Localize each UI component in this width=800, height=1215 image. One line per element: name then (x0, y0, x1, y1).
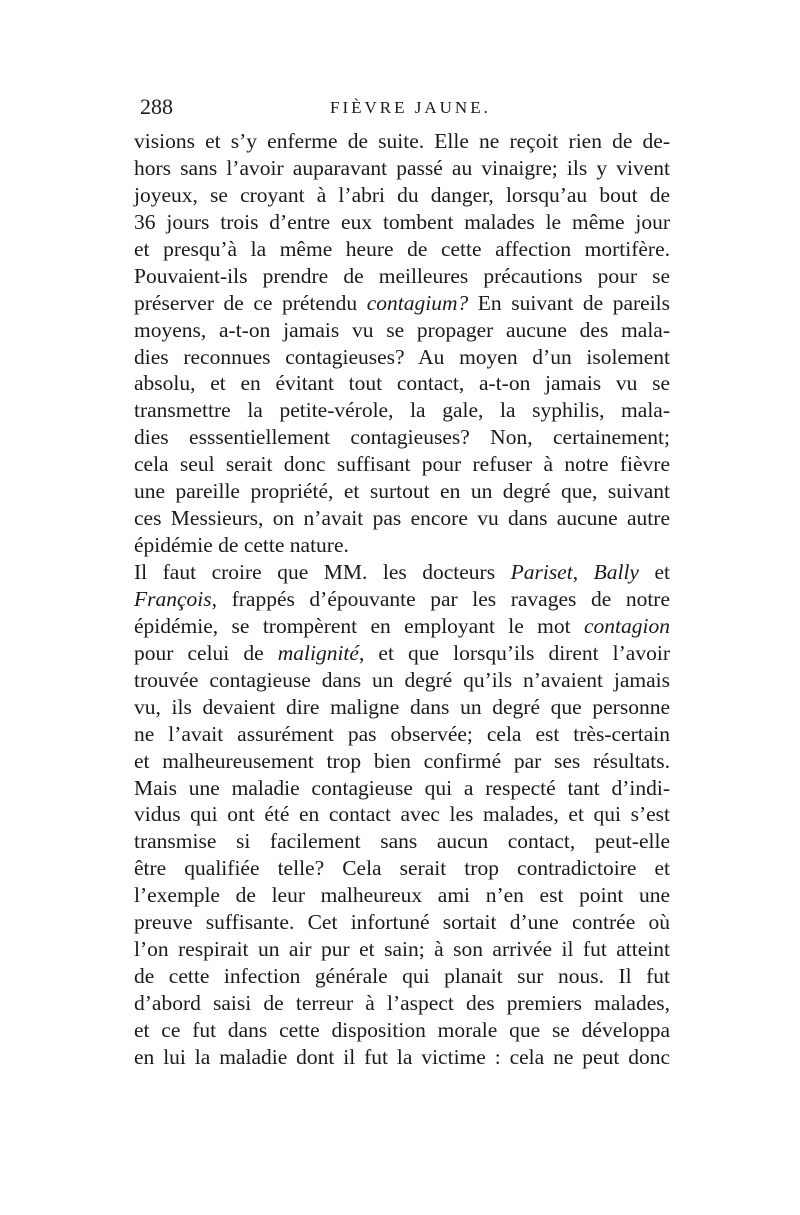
text-line (134, 855, 670, 882)
text-line (134, 478, 670, 505)
text-segment: être qualifiée telle? Cela serait trop contradictoire et (134, 856, 670, 881)
text-segment: 36 jours trois d’entre eux tombent malades le même jour (134, 209, 670, 234)
text-line (134, 505, 670, 532)
text-segment: dies reconnues contagieuses? Au moyen d’un isolement (134, 344, 670, 369)
italic-text: contagion (584, 613, 670, 638)
text-segment: une pareille propriété, et surtout en un degré que, suivant (134, 479, 670, 504)
text-segment: , (572, 560, 594, 584)
text-segment: et (638, 560, 670, 584)
text-segment: hors sans l’avoir auparavant passé au vinaigre; ils y vivent (134, 155, 670, 180)
italic-text: Bally (593, 560, 639, 584)
text-segment: transmise si facilement sans aucun contact, peut-elle (134, 829, 670, 854)
text-segment: , et que lorsqu’ils dirent l’avoir (358, 640, 670, 665)
text-line (134, 128, 670, 155)
text-line (134, 317, 670, 344)
text-line (134, 451, 670, 478)
text-segment: ces Messieurs, on n’avait pas encore vu dans aucune autre (134, 506, 670, 531)
text-segment: l’exemple de leur malheureux ami n’en est point une (134, 883, 670, 908)
text-segment: Il faut croire que MM. les docteurs (134, 560, 511, 584)
text-segment: absolu, et en évitant tout contact, a-t-on jamais vu se (134, 371, 670, 396)
text-line (134, 909, 670, 936)
text-segment: Pouvaient-ils prendre de meilleures précautions pour se (134, 263, 670, 288)
text-line (134, 775, 670, 802)
text-segment: moyens, a-t-on jamais vu se propager aucune des mala- (134, 317, 670, 342)
text-segment: et malheureusement trop bien confirmé par ses résultats. (134, 748, 670, 773)
text-line (134, 155, 670, 182)
text-line (134, 936, 670, 963)
text-line (134, 370, 670, 397)
text-line (134, 963, 670, 990)
text-segment: d’abord saisi de terreur à l’aspect des premiers malades, (134, 991, 670, 1015)
page-header (140, 94, 662, 124)
text-segment: et ce fut dans cette disposition morale que se développa (134, 1017, 670, 1042)
italic-text: Pariset (510, 560, 573, 584)
text-segment: transmettre la petite-vérole, la gale, la syphilis, mala- (134, 398, 670, 423)
text-segment: dies esssentiellement contagieuses? Non, certainement; (134, 425, 670, 450)
text-line (134, 694, 670, 721)
text-segment: trouvée contagieuse dans un degré qu’ils n’avaient jamais (134, 667, 670, 692)
text-line (134, 667, 670, 694)
text-line (134, 828, 670, 855)
text-segment: épidémie, se trompèrent en employant le mot (134, 613, 584, 638)
italic-text: malignité (277, 640, 359, 665)
text-segment: l’on respirait un air pur et sain; à son arrivée il fut atteint (134, 937, 670, 962)
text-line (134, 424, 670, 451)
text-line (134, 882, 670, 909)
text-line (134, 209, 670, 236)
text-segment: , frappés d’épouvante par les ravages de notre (211, 586, 670, 611)
text-line (134, 1044, 670, 1071)
text-line (134, 532, 670, 559)
text-segment: de cette infection générale qui planait sur nous. Il fut (134, 964, 670, 989)
text-line (134, 344, 670, 371)
running-head: FIÈVRE JAUNE. (330, 98, 491, 117)
text-line (134, 801, 670, 828)
text-segment: épidémie de cette nature. (134, 533, 349, 558)
text-segment: ne l’avait assurément pas observée; cela est très-certain (134, 721, 670, 746)
page-number: 288 (140, 94, 173, 119)
text-line (134, 721, 670, 748)
text-line (134, 182, 670, 209)
text-segment: préserver de ce prétendu (134, 290, 367, 315)
text-segment: Mais une maladie contagieuse qui a respecté tant d’indi- (134, 775, 670, 800)
italic-text: François (134, 586, 212, 611)
text-line (134, 397, 670, 424)
text-segment: vidus qui ont été en contact avec les malades, et qui s’est (134, 802, 670, 827)
text-line (134, 586, 670, 613)
text-line (134, 1017, 670, 1044)
text-line (134, 640, 670, 667)
text-line (134, 290, 670, 317)
text-segment: En suivant de pareils (468, 290, 671, 315)
text-line (134, 613, 670, 640)
text-line (134, 263, 670, 290)
text-line (134, 236, 670, 263)
text-segment: visions et s’y enferme de suite. Elle ne reçoit rien de de- (134, 129, 670, 153)
text-segment: pour celui de (134, 640, 278, 665)
text-segment: vu, ils devaient dire maligne dans un degré que personne (134, 694, 670, 719)
text-line (134, 990, 670, 1017)
text-segment: joyeux, se croyant à l’abri du danger, lorsqu’au bout de (134, 182, 670, 207)
body-text (134, 128, 670, 1071)
text-line (134, 559, 670, 586)
italic-text: contagium? (366, 290, 469, 315)
text-segment: en lui la maladie dont il fut la victime : cela ne peut donc (134, 1044, 670, 1069)
text-segment: preuve suffisante. Cet infortuné sortait d’une contrée où (134, 910, 670, 935)
text-segment: cela seul serait donc suffisant pour refuser à notre fièvre (134, 452, 670, 477)
text-segment: et presqu’à la même heure de cette affection mortifère. (134, 236, 670, 261)
text-line (134, 748, 670, 775)
